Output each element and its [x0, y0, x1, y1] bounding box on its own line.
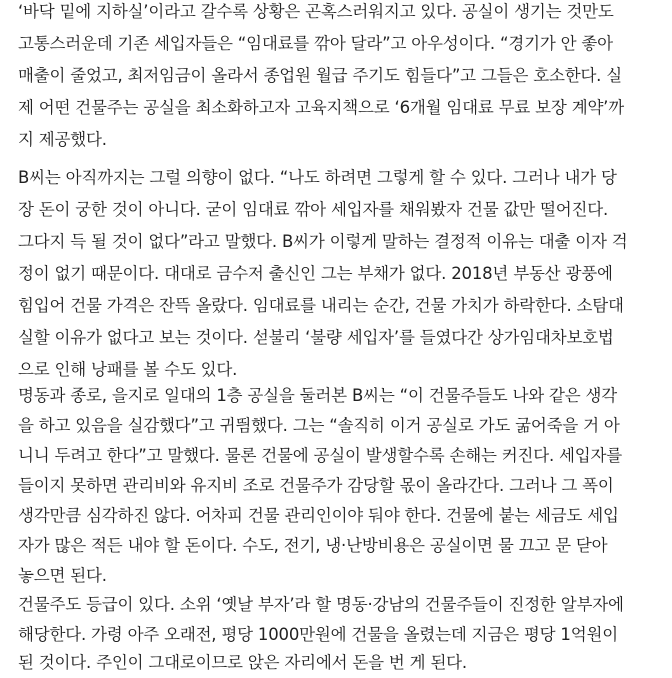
text-line: 자가 많은 적든 내야 할 돈이다. 수도, 전기, 냉·난방비용은 공실이면 물 끄고 문 닫아 — [18, 536, 608, 555]
text-line: 생각만큼 심각하진 않다. 어차피 건물 관리인이야 둬야 한다. 건물에 붙는 세금도 세입 — [18, 506, 619, 525]
text-line: 정이 없기 때문이다. 대대로 금수저 출신인 그는 부채가 없다. 2018년 부동산 광풍에 — [18, 264, 613, 283]
text-line: 으로 인해 낭패를 볼 수도 있다. — [18, 360, 238, 379]
text-line: 실할 이유가 없다고 보는 것이다. 섣불리 ‘불량 세입자’를 들였다간 상가임대차보호법 — [18, 328, 614, 347]
text-line: 놓으면 된다. — [18, 566, 107, 585]
text-line: 지 제공했다. — [18, 130, 107, 149]
text-line: 장 돈이 궁한 것이 아니다. 굳이 임대료 깎아 세입자를 채워봤자 건물 값만 떨어진다. — [18, 200, 609, 219]
text-line: 해당한다. 가령 아주 오래전, 평당 1000만원에 건물을 올렸는데 지금은 평당 1억원이 — [18, 625, 618, 644]
text-line: 힘입어 건물 가격은 잔뜩 올랐다. 임대료를 내리는 순간, 건물 가치가 하락한다. 소탐대 — [18, 296, 624, 315]
text-line: 건물주도 등급이 있다. 소위 ‘옛날 부자’라 할 명동·강남의 건물주들이 진정한 알부자에 — [18, 595, 624, 614]
text-line: ‘바닥 밑에 지하실’이라고 갈수록 상황은 곤혹스러워지고 있다. 공실이 생기는 것만도 — [18, 2, 614, 21]
text-line: 명동과 종로, 을지로 일대의 1층 공실을 둘러본 B씨는 “이 건물주들도 나와 같은 생각 — [18, 386, 617, 405]
text-line: 매출이 줄었고, 최저임금이 올라서 종업원 월급 주기도 힘들다”고 그들은 호소한다. 실 — [18, 66, 623, 85]
text-line: 된 것이다. 주인이 그대로이므로 앉은 자리에서 돈을 번 게 된다. — [18, 653, 467, 672]
text-line: 고통스러운데 기존 세입자들은 “임대료를 깎아 달라”고 아우성이다. “경기가 안 좋아 — [18, 34, 613, 53]
text-line: 그다지 득 될 것이 없다”라고 말했다. B씨가 이렇게 말하는 결정적 이유는 대출 이자 걱 — [18, 232, 628, 251]
text-line: 니니 두려고 한다”고 말했다. 물론 건물에 공실이 발생할수록 손해는 커진다. 세입자를 — [18, 446, 623, 465]
text-line: 을 하고 있음을 실감했다”고 귀띔했다. 그는 “솔직히 이거 공실로 가도 굶어죽을 거 아 — [18, 416, 620, 435]
text-line: 제 어떤 건물주는 공실을 최소화하고자 고육지책으로 ‘6개월 임대료 무료 보장 계약’까 — [18, 98, 624, 117]
text-line: B씨는 아직까지는 그럴 의향이 없다. “나도 하려면 그렇게 할 수 있다. 그러나 내가 당 — [18, 168, 617, 187]
text-line: 들이지 못하면 관리비와 유지비 조로 건물주가 감당할 몫이 올라간다. 그러나 그 폭이 — [18, 476, 614, 495]
